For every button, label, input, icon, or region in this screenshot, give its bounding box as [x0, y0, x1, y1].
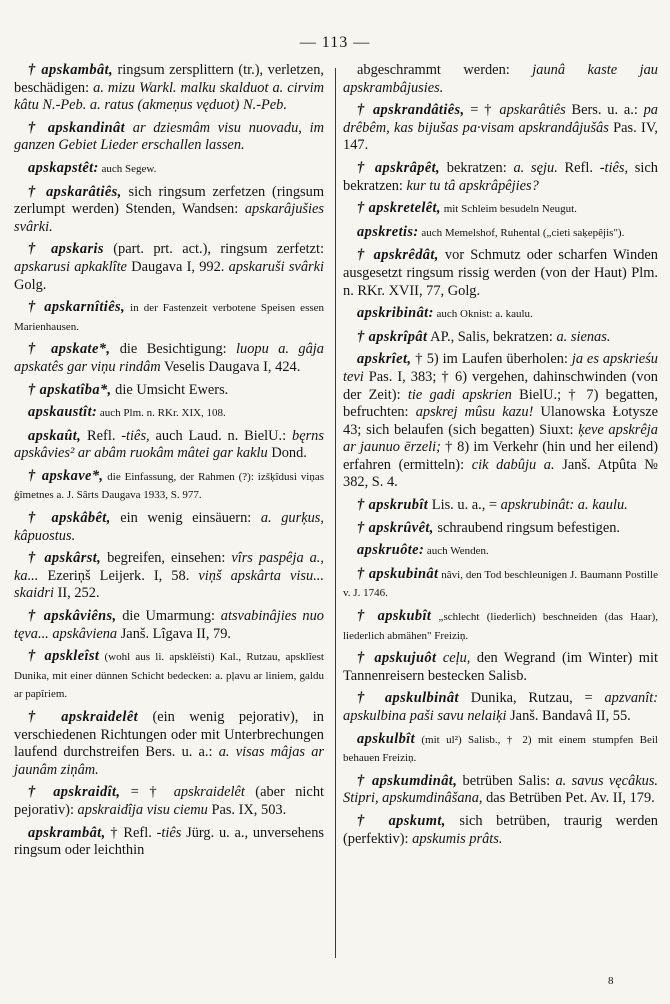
definition-text: Golg. — [14, 276, 47, 293]
definition-text: bekratzen: — [440, 159, 514, 176]
example-text: jaunâ kaste jau apskrambâjusies. — [343, 62, 658, 96]
dictionary-entry — [14, 160, 324, 179]
headword: apskaustît: — [28, 404, 98, 421]
example-text: ar dziesmâm visu nuovadu, im ganzen Gebiet Lieder erschallen lassen. — [14, 119, 324, 154]
dictionary-entry — [14, 120, 324, 155]
headword: † apskate*, — [28, 341, 111, 358]
definition-text: Janš. Atpûta № 382, S. 4. — [343, 456, 658, 491]
example-text: a. mizu Warkl. malku skalduot a. cirvim kâtu N.-Peb. a. ratus (akmeņus vęduot) N.-Peb. — [14, 79, 324, 114]
definition-text: Bers. u. a.: — [565, 102, 644, 119]
headword: † apskumt, — [357, 812, 446, 829]
headword: † apskârst, — [28, 550, 102, 567]
definition-text: das Betrüben Pet. Av. II, 179. — [482, 790, 655, 807]
printer-signature: 8 — [608, 975, 614, 987]
dictionary-entry — [343, 200, 658, 219]
definition-text: Pas. IX, 503. — [207, 801, 287, 818]
headword: apskrîet, — [357, 351, 412, 368]
definition-text: sich bekratzen: — [343, 159, 658, 194]
example-text: atsvabinâjies nuo tęva... apskâviena — [14, 608, 324, 642]
source-note: (wohl aus li. apsklèîsti) Kal., Rutzau, apsklîest Dunika, mit einer dünnen Schicht bedecken: a. pļavu ar liniem, galdu ar papîriem. — [14, 651, 324, 701]
dictionary-entry — [343, 608, 658, 645]
definition-text: den Wegrand (im Winter) mit Tannenreisern bestecken Salisb. — [343, 650, 658, 684]
dictionary-entry — [14, 184, 324, 237]
headword: † apskretelêt, — [357, 200, 441, 217]
dictionary-entry — [14, 784, 324, 819]
dictionary-entry — [14, 608, 324, 643]
headword: † apskarâtiês, — [28, 183, 122, 200]
definition-text: Refl. — [557, 159, 600, 176]
example-text: a. sęju. — [513, 159, 558, 176]
example-text: apskumis prâts. — [412, 830, 503, 847]
example-text: ceļu, — [442, 650, 471, 667]
definition-text: (aber nicht pejorativ): — [14, 784, 325, 818]
dictionary-entry — [343, 329, 658, 347]
example-text: apskarusi apkaklîte — [14, 258, 127, 275]
dictionary-entry — [14, 382, 324, 400]
dictionary-entry — [343, 650, 658, 685]
definition-text: Refl. — [81, 427, 122, 444]
definition-text: Veselis Daugava I, 424. — [160, 358, 301, 375]
headword: † apskrandâtiês, — [357, 102, 465, 119]
dictionary-entry — [343, 813, 658, 848]
example-text: apskraidelêt — [173, 784, 245, 801]
example-text: a. savus vęcâkus. Stipri, apskumdinâšana, — [343, 772, 659, 807]
dictionary-entry — [14, 299, 324, 336]
definition-text: ein wenig einsäuern: — [110, 510, 261, 527]
definition-text: Ulanowska Łotysze 43; sich belaufen (sich begatten) Siuxt: — [343, 404, 658, 438]
headword: † apskrûvêt, — [357, 519, 434, 536]
dictionary-entry — [14, 510, 324, 545]
source-note: „schlecht (liederlich) beschneiden (das Haar), liederlich abmähen" Freiziņ. — [343, 611, 658, 642]
definition-text: Dond. — [267, 445, 307, 462]
headword: † apskâbêt, — [28, 510, 111, 527]
headword: † apskambât, — [28, 62, 113, 78]
definition-text: Daugava I, 992. — [126, 258, 229, 275]
source-note: auch Memelshof, Ruhental („cieti saķepêjis"). — [418, 226, 625, 239]
definition-text: schraubend ringsum befestigen. — [433, 519, 620, 536]
example-text: apskrubinât: a. kaulu. — [500, 497, 628, 514]
dictionary-entry — [343, 102, 658, 155]
definition-text: Jürg. u. a., unversehens ringsum oder leichthin — [14, 824, 324, 859]
dictionary-entry — [343, 731, 658, 768]
example-text: cik dabûju a. — [471, 456, 555, 473]
source-note: auch Oknist: a. kaulu. — [433, 308, 533, 321]
definition-text: vor Schmutz oder scharfen Winden ausgesetzt ringsum rissig werden (von der Haut) Plm. n. RKr. XVII, 77, Golg. — [343, 247, 658, 299]
headword: † apskleîst — [28, 648, 100, 665]
right-column — [343, 62, 658, 853]
dictionary-entry — [343, 62, 658, 97]
definition-text: = † — [120, 784, 174, 801]
dictionary-entry — [343, 160, 658, 195]
definition-text: (part. prt. act.), ringsum zerfetzt: — [103, 241, 324, 258]
headword: † apskâviêns, — [28, 608, 117, 625]
headword: † apskrêdât, — [357, 247, 439, 264]
dictionary-entry — [343, 247, 658, 300]
example-text: a. visas mâjas ar jaunâm ziņâm. — [14, 744, 325, 778]
definition-text: sich betrüben, traurig werden (perfektiv): — [343, 812, 658, 847]
definition-text: die Umsicht Ewers. — [111, 381, 229, 398]
headword: apskaût, — [28, 427, 82, 444]
definition-text: die Umarmung: — [116, 608, 221, 625]
source-note: auch Segew. — [98, 162, 157, 175]
dictionary-entry — [343, 542, 658, 561]
headword: apskulbît — [357, 730, 415, 747]
example-text: apskaruši svârki — [228, 258, 324, 275]
column-divider — [335, 68, 336, 958]
definition-text: Janš. Lîgava II, 79. — [117, 625, 232, 642]
dictionary-entry — [14, 550, 324, 603]
headword: † apskrîpât — [357, 328, 428, 345]
source-note: auch Plm. n. RKr. XIX, 108. — [97, 407, 226, 420]
source-note: (mit ul²) Salisb., † 2) mit einem stumpfen Beil behauen Freiziņ. — [343, 733, 658, 765]
headword: apskruôte: — [357, 542, 425, 559]
example-text: kur tu tâ apskrâpêjies? — [406, 177, 539, 194]
dictionary-entry — [343, 566, 658, 603]
headword: † apskatîba*, — [28, 381, 112, 398]
example-text: vîrs paspêja a., ka... — [14, 550, 324, 584]
definition-text: AP., Salis, bekratzen: — [427, 328, 557, 345]
example-text: pa drêbêm, kas bijušas pa·visam apskrandâjušâs — [343, 102, 658, 136]
example-text: -tiês, — [121, 427, 150, 444]
example-text: apskarâjušies svârki. — [14, 201, 324, 235]
headword: † apskaris — [28, 241, 104, 258]
dictionary-entry — [14, 341, 324, 376]
headword: † apskubinât — [357, 565, 439, 582]
dictionary-entry — [14, 62, 324, 115]
dictionary-entry — [343, 773, 658, 808]
definition-text: = † — [464, 102, 500, 119]
example-text: a. gurķus, kâpuostus. — [14, 510, 324, 544]
example-text: ja es apskrieśu tevi — [343, 351, 658, 385]
definition-text: (ein wenig pejorativ), in verschiedenen Richtungen oder mit Unterbrechungen laufend durchstreifen Bers. u. a.: — [14, 709, 325, 761]
example-text: bęrns apskâvies² ar abâm ruokâm mâtei gar kaklu — [14, 427, 324, 462]
example-text: apskraidîja visu ciemu — [77, 801, 208, 818]
left-column — [14, 62, 324, 865]
example-text: apskrej mûsu kazu! — [415, 404, 534, 421]
definition-text: † 5) im Laufen überholen: — [411, 351, 572, 368]
definition-text: abgeschrammt werden: — [357, 62, 533, 78]
dictionary-entry — [343, 520, 658, 538]
source-note: nâvi, den Tod beschleunigen J. Baumann Postille v. J. 1746. — [343, 568, 658, 600]
example-text: -tiês, — [599, 159, 629, 176]
dictionary-entry — [343, 351, 658, 492]
definition-text: die Besichtigung: — [110, 341, 237, 358]
source-note: in der Fastenzeit verbotene Speisen essen Marienhausen. — [14, 302, 325, 333]
definition-text: † Refl. — [105, 824, 157, 841]
dictionary-entry — [343, 224, 658, 243]
dictionary-entry — [14, 468, 324, 505]
example-text: a. sienas. — [556, 328, 611, 345]
dictionary-entry — [14, 709, 324, 779]
example-text: apzvanît: apskulbina paši savu nelaiķi — [343, 690, 658, 724]
headword: † apskrubît — [357, 497, 429, 514]
page-number: — 113 — — [299, 34, 371, 51]
definition-text: Janš. Bandavâ II, 55. — [506, 708, 631, 724]
dictionary-entry — [14, 825, 324, 860]
example-text: -tiês — [156, 824, 182, 841]
dictionary-entry — [14, 241, 324, 294]
definition-text: auch Laud. n. BielU.: — [149, 427, 292, 444]
headword: † apskubît — [357, 608, 432, 625]
source-note: mit Schleim besudeln Neugut. — [440, 203, 577, 216]
source-note: auch Wenden. — [424, 545, 489, 558]
dictionary-entry — [14, 404, 324, 423]
definition-text: Lis. u. a., = — [428, 497, 501, 514]
definition-text: sich ringsum zerfetzen (ringsum zerlumpt werden) Stenden, Wandsen: — [14, 183, 325, 218]
definition-text: Pas. I, 383; † 6) vergehen, dahinschwinden (von der Zeit): — [343, 368, 658, 403]
headword: apskrambât, — [28, 824, 106, 841]
source-note: die Einfassung, der Rahmen (?): izšķîdusi viņas ģîmetnes a. J. Sârts Daugava 1933, S. 977. — [14, 470, 324, 502]
dictionary-entry — [14, 648, 324, 704]
headword: † apskulbinât — [357, 690, 459, 707]
headword: † apskave*, — [28, 467, 104, 484]
headword: † apskumdinât, — [357, 772, 458, 789]
headword: apskapstêt: — [28, 159, 99, 176]
definition-text: betrüben Salis: — [457, 772, 556, 789]
definition-text: II, 252. — [53, 585, 100, 602]
example-text: apskarâtiês — [499, 102, 566, 119]
headword: † apskujuôt — [357, 650, 437, 667]
dictionary-entry — [343, 497, 658, 515]
headword: apskribinât: — [357, 305, 434, 322]
example-text: viņš apskârta visu... skaidri — [14, 567, 324, 602]
definition-text: Pas. IV, 147. — [343, 119, 658, 154]
definition-text: Ezeriņš Leijerk. I, 58. — [38, 567, 199, 584]
definition-text: Dunika, Rutzau, = — [458, 690, 605, 707]
headword: † apskraidelêt — [28, 709, 139, 725]
headword: † apskarnîtiês, — [28, 299, 125, 316]
headword: † apskraidît, — [28, 784, 121, 801]
definition-text: begreifen, einsehen: — [101, 550, 232, 567]
example-text: luopu a. gâja apskatês gar viņu rindâm — [14, 341, 324, 375]
example-text: tie gadi apskrien — [407, 386, 512, 403]
headword: † apskandinât — [28, 119, 126, 136]
definition-text: BielU.; † 7) begatten, befruchten: — [343, 386, 658, 421]
headword: † apskrâpêt, — [357, 159, 441, 176]
dictionary-entry — [343, 690, 658, 725]
example-text: ķeve apskrêja ar jaunuo ērzeli; — [343, 421, 658, 456]
dictionary-entry — [343, 305, 658, 324]
definition-text: ringsum zersplittern (tr.), verletzen, beschädigen: — [14, 62, 324, 96]
definition-text: † 8) im Verkehr (hin und her eilend) erfahren (ermitteln): — [343, 439, 658, 473]
dictionary-entry — [14, 428, 324, 463]
headword: apskretis: — [357, 223, 419, 240]
